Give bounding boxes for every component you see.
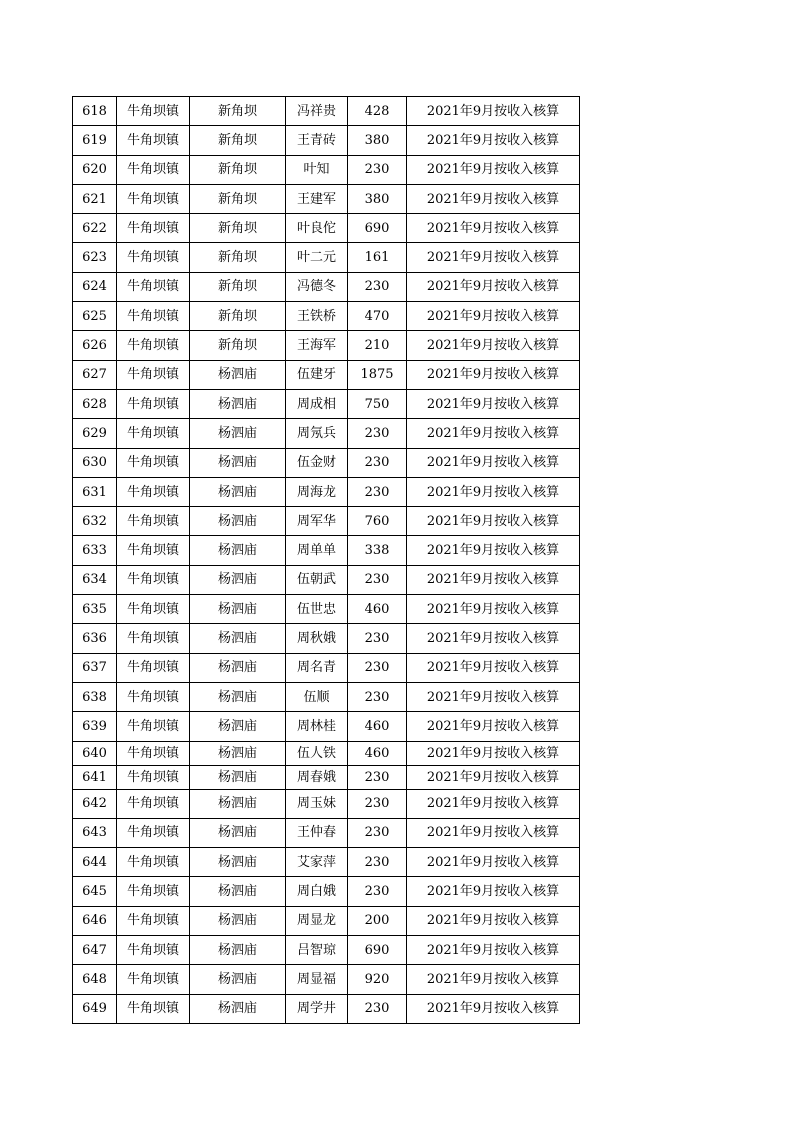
note-cell: 2021年9月按收入核算 xyxy=(407,331,580,360)
table-row xyxy=(73,712,580,741)
table-row xyxy=(73,331,580,360)
name-cell: 王仲春 xyxy=(286,818,348,847)
name-cell: 周林桂 xyxy=(286,712,348,741)
table-row xyxy=(73,818,580,847)
name-cell: 王铁桥 xyxy=(286,302,348,331)
amount-cell: 230 xyxy=(348,682,407,711)
table-row xyxy=(73,184,580,213)
village-cell: 杨泗庙 xyxy=(190,789,286,818)
name-cell: 王建军 xyxy=(286,184,348,213)
village-cell: 杨泗庙 xyxy=(190,565,286,594)
village-cell: 杨泗庙 xyxy=(190,624,286,653)
table-row xyxy=(73,477,580,506)
amount-cell: 470 xyxy=(348,302,407,331)
name-cell: 周学井 xyxy=(286,994,348,1023)
note-cell: 2021年9月按收入核算 xyxy=(407,126,580,155)
row-number-cell: 648 xyxy=(73,965,117,994)
town-cell: 牛角坝镇 xyxy=(117,712,190,741)
name-cell: 周名青 xyxy=(286,653,348,682)
village-cell: 杨泗庙 xyxy=(190,994,286,1023)
name-cell: 周海龙 xyxy=(286,477,348,506)
amount-cell: 230 xyxy=(348,477,407,506)
amount-cell: 460 xyxy=(348,712,407,741)
row-number-cell: 644 xyxy=(73,848,117,877)
name-cell: 叶知 xyxy=(286,155,348,184)
village-cell: 杨泗庙 xyxy=(190,818,286,847)
amount-cell: 690 xyxy=(348,936,407,965)
row-number-cell: 633 xyxy=(73,536,117,565)
row-number-cell: 627 xyxy=(73,360,117,389)
town-cell: 牛角坝镇 xyxy=(117,906,190,935)
note-cell: 2021年9月按收入核算 xyxy=(407,906,580,935)
row-number-cell: 620 xyxy=(73,155,117,184)
town-cell: 牛角坝镇 xyxy=(117,97,190,126)
town-cell: 牛角坝镇 xyxy=(117,765,190,789)
note-cell: 2021年9月按收入核算 xyxy=(407,789,580,818)
name-cell: 周春娥 xyxy=(286,765,348,789)
village-cell: 杨泗庙 xyxy=(190,653,286,682)
name-cell: 周单单 xyxy=(286,536,348,565)
name-cell: 王海军 xyxy=(286,331,348,360)
table-row xyxy=(73,155,580,184)
note-cell: 2021年9月按收入核算 xyxy=(407,565,580,594)
table-row xyxy=(73,653,580,682)
table-row xyxy=(73,765,580,789)
row-number-cell: 646 xyxy=(73,906,117,935)
village-cell: 杨泗庙 xyxy=(190,712,286,741)
note-cell: 2021年9月按收入核算 xyxy=(407,302,580,331)
amount-cell: 200 xyxy=(348,906,407,935)
village-cell: 杨泗庙 xyxy=(190,965,286,994)
amount-cell: 1875 xyxy=(348,360,407,389)
town-cell: 牛角坝镇 xyxy=(117,818,190,847)
town-cell: 牛角坝镇 xyxy=(117,184,190,213)
table-row xyxy=(73,272,580,301)
row-number-cell: 623 xyxy=(73,243,117,272)
town-cell: 牛角坝镇 xyxy=(117,877,190,906)
town-cell: 牛角坝镇 xyxy=(117,155,190,184)
town-cell: 牛角坝镇 xyxy=(117,272,190,301)
table-row xyxy=(73,507,580,536)
name-cell: 周玉妹 xyxy=(286,789,348,818)
table-row xyxy=(73,97,580,126)
table-row xyxy=(73,536,580,565)
note-cell: 2021年9月按收入核算 xyxy=(407,877,580,906)
data-table xyxy=(72,96,580,1024)
note-cell: 2021年9月按收入核算 xyxy=(407,741,580,765)
village-cell: 杨泗庙 xyxy=(190,448,286,477)
village-cell: 杨泗庙 xyxy=(190,765,286,789)
row-number-cell: 637 xyxy=(73,653,117,682)
amount-cell: 230 xyxy=(348,848,407,877)
town-cell: 牛角坝镇 xyxy=(117,477,190,506)
amount-cell: 230 xyxy=(348,789,407,818)
town-cell: 牛角坝镇 xyxy=(117,595,190,624)
note-cell: 2021年9月按收入核算 xyxy=(407,419,580,448)
table-row xyxy=(73,682,580,711)
table-row xyxy=(73,789,580,818)
town-cell: 牛角坝镇 xyxy=(117,789,190,818)
row-number-cell: 645 xyxy=(73,877,117,906)
town-cell: 牛角坝镇 xyxy=(117,741,190,765)
amount-cell: 230 xyxy=(348,765,407,789)
amount-cell: 920 xyxy=(348,965,407,994)
village-cell: 杨泗庙 xyxy=(190,507,286,536)
name-cell: 伍人铁 xyxy=(286,741,348,765)
village-cell: 新角坝 xyxy=(190,214,286,243)
note-cell: 2021年9月按收入核算 xyxy=(407,507,580,536)
town-cell: 牛角坝镇 xyxy=(117,419,190,448)
table-row xyxy=(73,448,580,477)
name-cell: 伍朝武 xyxy=(286,565,348,594)
amount-cell: 690 xyxy=(348,214,407,243)
town-cell: 牛角坝镇 xyxy=(117,360,190,389)
village-cell: 杨泗庙 xyxy=(190,477,286,506)
name-cell: 冯德冬 xyxy=(286,272,348,301)
note-cell: 2021年9月按收入核算 xyxy=(407,624,580,653)
amount-cell: 230 xyxy=(348,994,407,1023)
row-number-cell: 624 xyxy=(73,272,117,301)
town-cell: 牛角坝镇 xyxy=(117,536,190,565)
town-cell: 牛角坝镇 xyxy=(117,126,190,155)
town-cell: 牛角坝镇 xyxy=(117,653,190,682)
village-cell: 杨泗庙 xyxy=(190,682,286,711)
row-number-cell: 622 xyxy=(73,214,117,243)
row-number-cell: 638 xyxy=(73,682,117,711)
village-cell: 杨泗庙 xyxy=(190,389,286,418)
town-cell: 牛角坝镇 xyxy=(117,848,190,877)
name-cell: 周显龙 xyxy=(286,906,348,935)
town-cell: 牛角坝镇 xyxy=(117,331,190,360)
village-cell: 杨泗庙 xyxy=(190,419,286,448)
row-number-cell: 621 xyxy=(73,184,117,213)
amount-cell: 230 xyxy=(348,155,407,184)
town-cell: 牛角坝镇 xyxy=(117,624,190,653)
note-cell: 2021年9月按收入核算 xyxy=(407,765,580,789)
note-cell: 2021年9月按收入核算 xyxy=(407,936,580,965)
table-row xyxy=(73,389,580,418)
note-cell: 2021年9月按收入核算 xyxy=(407,360,580,389)
row-number-cell: 642 xyxy=(73,789,117,818)
name-cell: 冯祥贵 xyxy=(286,97,348,126)
town-cell: 牛角坝镇 xyxy=(117,994,190,1023)
amount-cell: 230 xyxy=(348,419,407,448)
village-cell: 新角坝 xyxy=(190,126,286,155)
village-cell: 新角坝 xyxy=(190,272,286,301)
table-row xyxy=(73,848,580,877)
name-cell: 周秋娥 xyxy=(286,624,348,653)
amount-cell: 338 xyxy=(348,536,407,565)
amount-cell: 230 xyxy=(348,624,407,653)
name-cell: 王青砖 xyxy=(286,126,348,155)
note-cell: 2021年9月按收入核算 xyxy=(407,477,580,506)
amount-cell: 460 xyxy=(348,741,407,765)
name-cell: 周成相 xyxy=(286,389,348,418)
name-cell: 吕智琼 xyxy=(286,936,348,965)
town-cell: 牛角坝镇 xyxy=(117,936,190,965)
note-cell: 2021年9月按收入核算 xyxy=(407,272,580,301)
name-cell: 叶良佗 xyxy=(286,214,348,243)
name-cell: 周白娥 xyxy=(286,877,348,906)
village-cell: 新角坝 xyxy=(190,97,286,126)
table-row xyxy=(73,906,580,935)
row-number-cell: 629 xyxy=(73,419,117,448)
town-cell: 牛角坝镇 xyxy=(117,507,190,536)
name-cell: 艾家萍 xyxy=(286,848,348,877)
village-cell: 杨泗庙 xyxy=(190,848,286,877)
village-cell: 杨泗庙 xyxy=(190,595,286,624)
village-cell: 新角坝 xyxy=(190,243,286,272)
note-cell: 2021年9月按收入核算 xyxy=(407,682,580,711)
village-cell: 杨泗庙 xyxy=(190,536,286,565)
table-row xyxy=(73,302,580,331)
amount-cell: 230 xyxy=(348,565,407,594)
row-number-cell: 640 xyxy=(73,741,117,765)
village-cell: 杨泗庙 xyxy=(190,906,286,935)
note-cell: 2021年9月按收入核算 xyxy=(407,214,580,243)
town-cell: 牛角坝镇 xyxy=(117,243,190,272)
name-cell: 周军华 xyxy=(286,507,348,536)
row-number-cell: 626 xyxy=(73,331,117,360)
note-cell: 2021年9月按收入核算 xyxy=(407,848,580,877)
amount-cell: 428 xyxy=(348,97,407,126)
town-cell: 牛角坝镇 xyxy=(117,448,190,477)
row-number-cell: 636 xyxy=(73,624,117,653)
row-number-cell: 649 xyxy=(73,994,117,1023)
table-row xyxy=(73,624,580,653)
village-cell: 新角坝 xyxy=(190,331,286,360)
note-cell: 2021年9月按收入核算 xyxy=(407,97,580,126)
table-row xyxy=(73,565,580,594)
row-number-cell: 631 xyxy=(73,477,117,506)
row-number-cell: 639 xyxy=(73,712,117,741)
village-cell: 新角坝 xyxy=(190,302,286,331)
name-cell: 周显福 xyxy=(286,965,348,994)
row-number-cell: 635 xyxy=(73,595,117,624)
table-row xyxy=(73,126,580,155)
amount-cell: 230 xyxy=(348,272,407,301)
table-row xyxy=(73,994,580,1023)
town-cell: 牛角坝镇 xyxy=(117,565,190,594)
name-cell: 周氖兵 xyxy=(286,419,348,448)
village-cell: 新角坝 xyxy=(190,184,286,213)
row-number-cell: 619 xyxy=(73,126,117,155)
note-cell: 2021年9月按收入核算 xyxy=(407,595,580,624)
amount-cell: 750 xyxy=(348,389,407,418)
village-cell: 杨泗庙 xyxy=(190,936,286,965)
row-number-cell: 634 xyxy=(73,565,117,594)
table-row xyxy=(73,936,580,965)
note-cell: 2021年9月按收入核算 xyxy=(407,965,580,994)
note-cell: 2021年9月按收入核算 xyxy=(407,818,580,847)
amount-cell: 230 xyxy=(348,818,407,847)
table-row xyxy=(73,419,580,448)
note-cell: 2021年9月按收入核算 xyxy=(407,155,580,184)
table-row xyxy=(73,741,580,765)
row-number-cell: 647 xyxy=(73,936,117,965)
table-row xyxy=(73,595,580,624)
table-row xyxy=(73,877,580,906)
note-cell: 2021年9月按收入核算 xyxy=(407,712,580,741)
amount-cell: 230 xyxy=(348,877,407,906)
row-number-cell: 625 xyxy=(73,302,117,331)
note-cell: 2021年9月按收入核算 xyxy=(407,994,580,1023)
village-cell: 杨泗庙 xyxy=(190,741,286,765)
note-cell: 2021年9月按收入核算 xyxy=(407,389,580,418)
note-cell: 2021年9月按收入核算 xyxy=(407,184,580,213)
note-cell: 2021年9月按收入核算 xyxy=(407,536,580,565)
name-cell: 伍建牙 xyxy=(286,360,348,389)
town-cell: 牛角坝镇 xyxy=(117,965,190,994)
amount-cell: 161 xyxy=(348,243,407,272)
town-cell: 牛角坝镇 xyxy=(117,682,190,711)
note-cell: 2021年9月按收入核算 xyxy=(407,653,580,682)
amount-cell: 760 xyxy=(348,507,407,536)
note-cell: 2021年9月按收入核算 xyxy=(407,243,580,272)
table-body xyxy=(73,97,580,1024)
name-cell: 伍世忠 xyxy=(286,595,348,624)
table-row xyxy=(73,360,580,389)
amount-cell: 210 xyxy=(348,331,407,360)
row-number-cell: 628 xyxy=(73,389,117,418)
village-cell: 新角坝 xyxy=(190,155,286,184)
row-number-cell: 643 xyxy=(73,818,117,847)
row-number-cell: 632 xyxy=(73,507,117,536)
amount-cell: 230 xyxy=(348,448,407,477)
table-row xyxy=(73,214,580,243)
table-row xyxy=(73,965,580,994)
note-cell: 2021年9月按收入核算 xyxy=(407,448,580,477)
row-number-cell: 618 xyxy=(73,97,117,126)
name-cell: 叶二元 xyxy=(286,243,348,272)
row-number-cell: 630 xyxy=(73,448,117,477)
name-cell: 伍金财 xyxy=(286,448,348,477)
amount-cell: 380 xyxy=(348,126,407,155)
town-cell: 牛角坝镇 xyxy=(117,214,190,243)
town-cell: 牛角坝镇 xyxy=(117,389,190,418)
village-cell: 杨泗庙 xyxy=(190,360,286,389)
amount-cell: 380 xyxy=(348,184,407,213)
village-cell: 杨泗庙 xyxy=(190,877,286,906)
name-cell: 伍顺 xyxy=(286,682,348,711)
row-number-cell: 641 xyxy=(73,765,117,789)
town-cell: 牛角坝镇 xyxy=(117,302,190,331)
amount-cell: 460 xyxy=(348,595,407,624)
table-row xyxy=(73,243,580,272)
amount-cell: 230 xyxy=(348,653,407,682)
